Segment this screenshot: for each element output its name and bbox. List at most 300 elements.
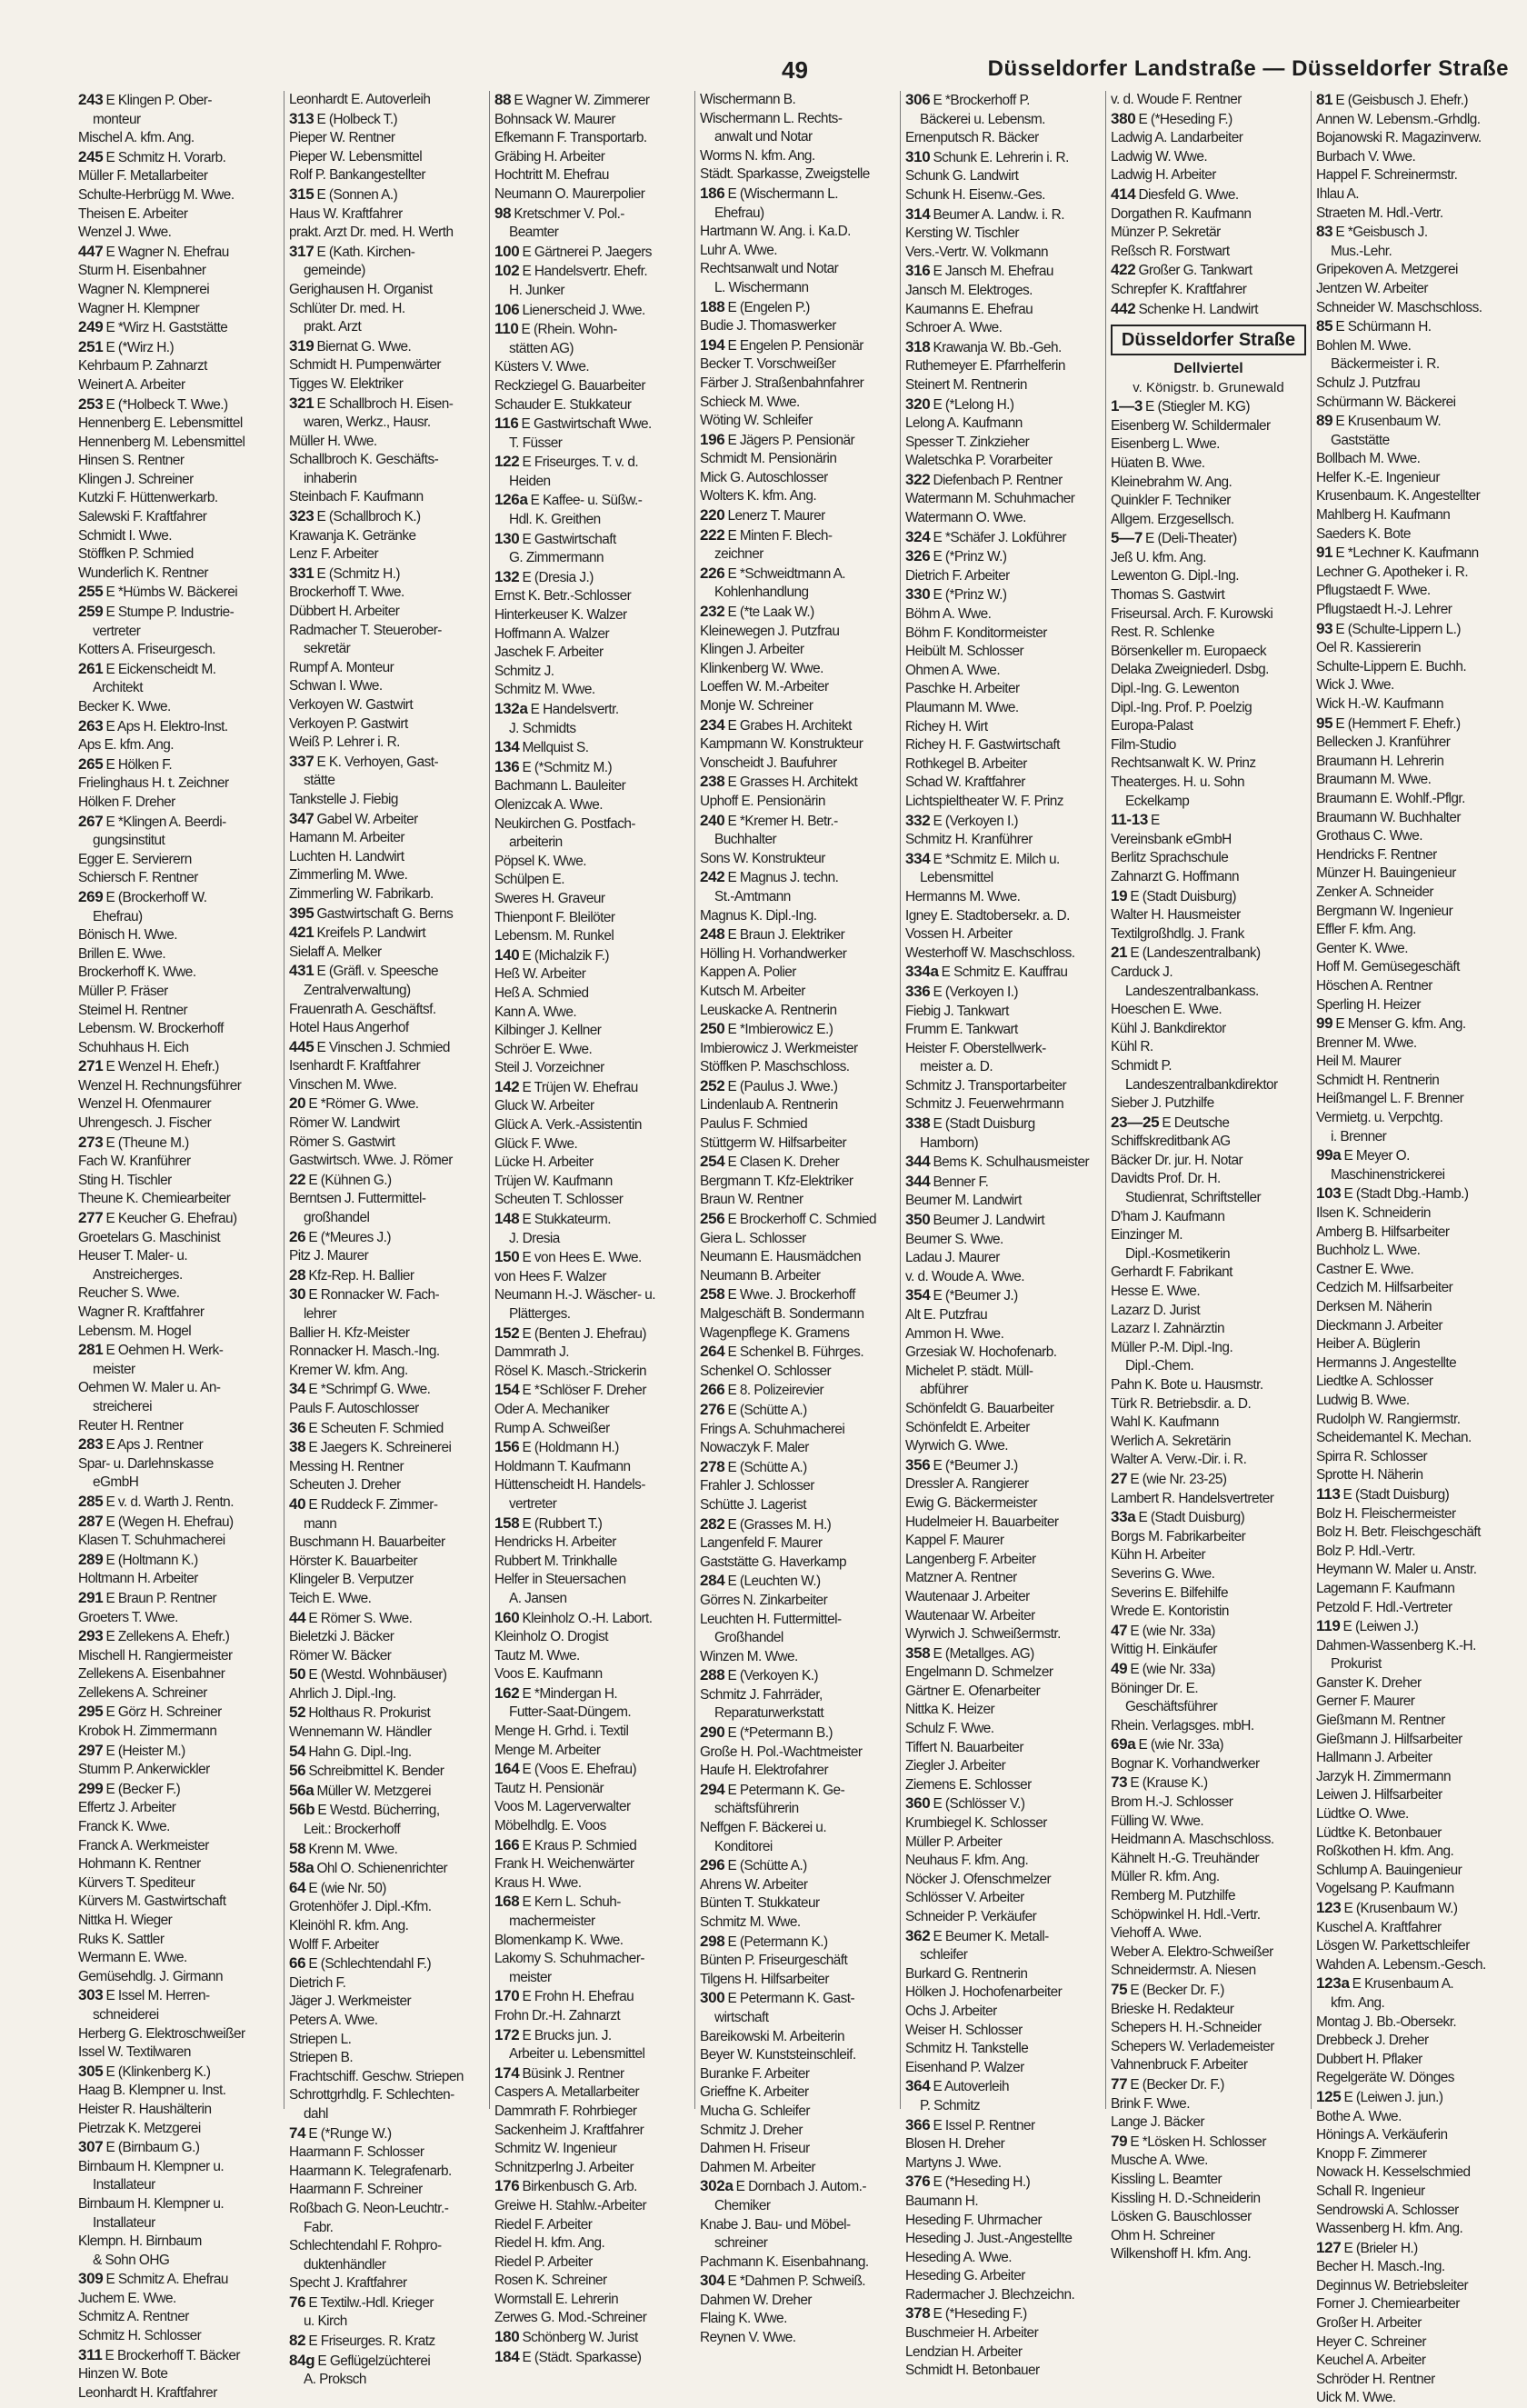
directory-entry — [78, 281, 279, 300]
house-number: 188 — [700, 297, 725, 315]
house-number: 180 — [494, 2328, 520, 2346]
directory-entry — [289, 1171, 484, 1191]
entry-text: Reckziegel G. Bauarbeiter — [494, 377, 645, 394]
directory-entry — [905, 509, 1101, 528]
entry-text: Holtmann H. Arbeiter — [78, 1571, 198, 1587]
entry-text: E (*Heseding H.) — [933, 2174, 1031, 2191]
entry-text: Film-Studio — [1111, 736, 1176, 753]
entry-text: E Braun J. Elektriker — [727, 927, 845, 944]
entry-text: Knabe J. Bau- und Möbel- — [700, 2216, 851, 2233]
entry-text: E *Schrimpf G. Wwe. — [308, 1382, 431, 1398]
directory-entry — [78, 1379, 279, 1398]
entry-text: E (Stiegler M. KG) — [1145, 399, 1250, 415]
directory-entry — [905, 1664, 1101, 1683]
directory-entry — [289, 300, 484, 319]
directory-entry — [494, 1401, 690, 1420]
entry-text: E (Stadt Duisburg) — [1342, 1486, 1450, 1503]
directory-entry — [289, 1917, 484, 1936]
directory-entry — [1316, 412, 1512, 432]
directory-entry — [289, 1458, 484, 1477]
directory-entry — [494, 205, 690, 225]
directory-entry — [1111, 1490, 1306, 1509]
directory-entry — [494, 1173, 690, 1192]
entry-text: Bergmann W. Ingenieur — [1316, 903, 1453, 919]
directory-entry — [494, 530, 690, 550]
directory-entry — [78, 2327, 279, 2346]
directory-entry — [700, 1611, 895, 1630]
directory-entry — [905, 1852, 1101, 1871]
directory-column — [1311, 91, 1516, 2406]
house-number: 360 — [905, 1794, 931, 1813]
house-number: 113 — [1316, 1484, 1341, 1503]
directory-entry — [700, 1439, 895, 1458]
entry-text: Schmitz M. Wwe. — [494, 682, 595, 698]
directory-entry — [78, 1057, 279, 1077]
entry-text: gemeinde) — [304, 263, 365, 279]
directory-entry — [494, 1324, 690, 1344]
directory-entry — [1316, 1543, 1512, 1562]
entry-text: Spar- u. Darlehnskasse — [78, 1455, 214, 1472]
directory-entry — [700, 1781, 895, 1801]
directory-entry — [78, 1609, 279, 1628]
entry-text: Ohmen A. Wwe. — [905, 662, 1001, 678]
house-number: 168 — [494, 1893, 520, 1911]
directory-entry — [289, 337, 484, 357]
directory-entry — [700, 1762, 895, 1781]
directory-entry — [905, 1889, 1101, 1908]
directory-entry — [1111, 1376, 1306, 1395]
entry-text: Dubbert H. Pflaker — [1316, 2051, 1422, 2067]
directory-entry — [78, 1855, 279, 1874]
entry-text: Derksen M. Näherin — [1316, 1299, 1432, 1314]
entry-text: Specht J. Kraftfahrer — [289, 2275, 407, 2292]
entry-text: Hüaten B. Wwe. — [1111, 455, 1205, 471]
entry-text: machermeister — [509, 1913, 595, 1929]
house-number: 290 — [700, 1724, 725, 1742]
entry-text: Schlump A. Bauingenieur — [1316, 1862, 1462, 1878]
entry-text: E Magnus J. techn. — [727, 870, 839, 886]
directory-entry — [905, 186, 1101, 205]
directory-entry — [494, 663, 690, 682]
directory-entry — [494, 2159, 690, 2178]
entry-text: E Brockerhoff T. Bäcker — [105, 2347, 240, 2363]
entry-text: E (Becker Dr. F.) — [1130, 2076, 1224, 2093]
house-number: 220 — [700, 506, 725, 525]
directory-entry — [700, 1248, 895, 1267]
entry-text: Pflugstaedt F. Wwe. — [1316, 583, 1431, 599]
directory-entry — [700, 1971, 895, 1990]
entry-continuation — [1111, 1357, 1306, 1376]
entry-text: E (Schütte A.) — [727, 1402, 807, 1418]
house-number: 38 — [289, 1438, 306, 1456]
entry-text: Langenfeld F. Maurer — [700, 1535, 823, 1552]
directory-entry — [700, 735, 895, 754]
house-number: 414 — [1111, 185, 1136, 203]
directory-entry — [78, 1020, 279, 1039]
entry-text: meister a. D. — [920, 1059, 993, 1075]
directory-entry — [700, 925, 895, 945]
directory-entry — [700, 1856, 895, 1876]
directory-entry — [78, 1968, 279, 1987]
entry-text: Genter K. Wwe. — [1316, 940, 1408, 956]
directory-entry — [1111, 1208, 1306, 1227]
entry-text: J. Schmidts — [509, 720, 576, 736]
directory-entry — [289, 1879, 484, 1899]
entry-continuation — [905, 2097, 1101, 2116]
entry-text: E (Gräfl. v. Speesche — [316, 964, 439, 980]
entry-text: Lazarz D. Jurist — [1111, 1302, 1201, 1318]
entry-text: E (*Schmitz M.) — [522, 759, 613, 775]
directory-entry — [700, 2122, 895, 2141]
entry-text: Heyer C. Schreiner — [1316, 2333, 1426, 2350]
entry-text: E (Verkoyen I.) — [933, 984, 1019, 1000]
entry-text: Rhein. Verlagsges. mbH. — [1111, 1717, 1254, 1734]
entry-text: Beumer M. Landwirt — [905, 1193, 1022, 1209]
directory-entry — [494, 1381, 690, 1401]
directory-entry — [1316, 148, 1512, 167]
entry-text: E Kern L. Schuh- — [522, 1894, 621, 1911]
entry-text: Brom H.-J. Schlosser — [1111, 1794, 1233, 1811]
entry-text: Ludwig B. Wwe. — [1316, 1392, 1410, 1408]
entry-text: E *Schäfer J. Lokführer — [933, 529, 1066, 545]
entry-text: Haufe H. Elektrofahrer — [700, 1763, 829, 1779]
entry-text: Schmitz A. Rentner — [78, 2309, 189, 2325]
directory-entry — [78, 1589, 279, 1609]
directory-entry — [1316, 111, 1512, 130]
entry-text: Mischell H. Rangiermeister — [78, 1647, 233, 1664]
directory-entry — [494, 320, 690, 340]
directory-entry — [494, 1268, 690, 1287]
entry-text: Hüttenscheidt H. Handels- — [494, 1477, 645, 1494]
house-number: 158 — [494, 1514, 520, 1532]
directory-entry — [1111, 1813, 1306, 1832]
directory-entry — [700, 773, 895, 793]
directory-entry — [1316, 790, 1512, 809]
directory-entry — [1111, 1470, 1306, 1490]
directory-entry — [905, 1095, 1101, 1114]
house-number: 248 — [700, 925, 725, 944]
entry-text: E (Schallbroch K.) — [316, 509, 421, 525]
directory-entry — [494, 1760, 690, 1780]
directory-entry — [289, 2012, 484, 2031]
entry-continuation — [78, 2176, 279, 2195]
directory-entry — [289, 2163, 484, 2182]
directory-entry — [905, 2059, 1101, 2078]
entry-text: Schepers W. Verlademeister — [1111, 2038, 1274, 2054]
directory-entry — [905, 1419, 1101, 1438]
directory-entry — [905, 925, 1101, 944]
directory-column — [1105, 91, 1311, 2263]
directory-entry — [494, 1344, 690, 1363]
directory-entry — [494, 927, 690, 946]
entry-text: E (Landeszentralbank) — [1130, 945, 1261, 962]
entry-text: E (Schlösser V.) — [933, 1796, 1025, 1813]
directory-entry — [494, 415, 690, 435]
entry-text: Lösken G. Bauschlosser — [1111, 2209, 1252, 2225]
directory-entry — [1316, 469, 1512, 488]
entry-continuation — [1111, 1076, 1306, 1095]
directory-entry — [289, 148, 484, 167]
entry-text: Remberg M. Putzhilfe — [1111, 1888, 1235, 1904]
entry-text: Konditorei — [714, 1838, 773, 1854]
directory-entry — [78, 1761, 279, 1780]
directory-entry — [905, 452, 1101, 471]
entry-text: Montag J. Bb.-Obersekr. — [1316, 2013, 1457, 2030]
directory-entry — [905, 755, 1101, 774]
directory-entry — [1111, 605, 1306, 624]
running-head: Düsseldorfer Landstraße — Düsseldorfer Straße — [987, 56, 1509, 81]
entry-text: Olenizcak A. Wwe. — [494, 796, 603, 813]
entry-text: Kleinewegen J. Putzfrau — [700, 623, 840, 639]
entry-text: E Görz H. Schreiner — [105, 1704, 222, 1721]
house-number: 273 — [78, 1133, 104, 1151]
entry-text: Pietrzak K. Metzgerei — [78, 2120, 201, 2136]
directory-entry — [700, 1876, 895, 1895]
entry-text: Dahmen W. Dreher — [700, 2292, 812, 2308]
house-number: 73 — [1111, 1774, 1128, 1792]
directory-entry — [494, 1874, 690, 1893]
entry-text: Jeß U. kfm. Ang. — [1111, 549, 1206, 565]
entry-text: Schieck M. Wwe. — [700, 394, 800, 410]
house-number: 91 — [1316, 544, 1333, 562]
entry-text: Heißmangel L. F. Brenner — [1316, 1091, 1464, 1107]
directory-entry — [1111, 2245, 1306, 2264]
entry-text: E (*Beumer J.) — [933, 1457, 1018, 1474]
directory-entry — [494, 1609, 690, 1629]
directory-entry — [289, 659, 484, 678]
entry-text: Spirra R. Schlosser — [1316, 1448, 1428, 1464]
directory-entry — [494, 1855, 690, 1874]
entry-text: E Keucher G. Ehefrau) — [105, 1211, 237, 1227]
entry-text: Brieske H. Redakteur — [1111, 2001, 1234, 2017]
entry-text: Radermacher J. Blechzeichn. — [905, 2286, 1075, 2303]
entry-text: Heiden — [509, 473, 551, 489]
house-number: 160 — [494, 1608, 520, 1626]
entry-continuation — [700, 205, 895, 224]
directory-entry — [905, 357, 1101, 376]
directory-entry — [494, 129, 690, 148]
entry-text: E (Kühnen G.) — [308, 1172, 392, 1188]
entry-text: Reßsch R. Forstwart — [1111, 243, 1230, 259]
directory-entry — [1111, 1603, 1306, 1622]
house-number: 299 — [78, 1779, 104, 1797]
directory-entry — [1111, 1414, 1306, 1433]
directory-entry — [78, 1647, 279, 1666]
entry-text: Pflugstaedt H.-J. Lehrer — [1316, 602, 1452, 618]
house-number: 122 — [494, 453, 520, 471]
directory-entry — [78, 300, 279, 319]
entry-text: Kappen A. Polier — [700, 964, 796, 981]
directory-entry — [494, 1004, 690, 1023]
directory-entry — [905, 1268, 1101, 1287]
house-number: 278 — [700, 1457, 725, 1475]
directory-entry — [905, 167, 1101, 186]
entry-text: E Issel M. Herren- — [105, 1988, 210, 2004]
entry-text: Bojanowski R. Magazinverw. — [1316, 130, 1482, 146]
entry-text: Schneidermstr. A. Niesen — [1111, 1963, 1256, 1979]
directory-entry — [700, 1343, 895, 1363]
directory-entry — [1316, 2258, 1512, 2277]
entry-text: Hennenberg E. Lebensmittel — [78, 415, 243, 432]
directory-entry — [1316, 620, 1512, 640]
entry-text: Heseding G. Arbeiter — [905, 2268, 1025, 2284]
house-number: 184 — [494, 2347, 520, 2365]
entry-text: Schmitz H. Schlosser — [78, 2328, 202, 2344]
entry-text: Ernenputsch R. Bäcker — [905, 130, 1039, 146]
directory-entry — [494, 853, 690, 872]
entry-text: Beumer A. Landw. i. R. — [933, 206, 1064, 223]
directory-entry — [700, 91, 895, 110]
directory-entry — [1316, 1053, 1512, 1072]
entry-text: Eisenberg L. Wwe. — [1111, 436, 1220, 453]
entry-text: E Oehmen H. Werk- — [105, 1343, 224, 1359]
directory-entry — [1111, 2227, 1306, 2246]
directory-entry — [1316, 864, 1512, 884]
entry-text: Dahmen H. Friseur — [700, 2141, 810, 2157]
entry-text: Spesser T. Zinkzieher — [905, 434, 1030, 450]
entry-text: Uphoff E. Pensionärin — [700, 793, 825, 809]
directory-entry — [700, 697, 895, 716]
directory-entry — [494, 1987, 690, 2007]
entry-text: Kissling L. Beamter — [1111, 2171, 1223, 2187]
directory-entry — [1111, 1094, 1306, 1114]
house-number: 298 — [700, 1932, 725, 1950]
entry-text: E *Schweidtmann A. — [727, 565, 846, 582]
entry-text: E von Hees E. Wwe. — [522, 1250, 642, 1266]
entry-text: E (Metallges. AG) — [933, 1645, 1034, 1662]
directory-entry — [289, 677, 484, 696]
entry-text: Haus W. Kraftfahrer — [289, 205, 403, 222]
directory-entry — [905, 1363, 1101, 1382]
entry-text: Weiß P. Lehrer i. R. — [289, 734, 400, 751]
entry-text: Rolf P. Bankangestellter — [289, 167, 425, 184]
directory-entry — [905, 643, 1101, 662]
entry-text: Kretschmer V. Pol.- — [514, 205, 624, 222]
entry-text: Petzold F. Hdl.-Vertreter — [1316, 1599, 1452, 1615]
entry-text: Ziegler J. Arbeiter — [905, 1758, 1006, 1774]
directory-entry — [700, 1819, 895, 1838]
directory-entry — [700, 2103, 895, 2122]
entry-text: Becher H. Masch.-Ing. — [1316, 2259, 1445, 2275]
directory-entry — [1316, 2389, 1512, 2408]
entry-text: Vogelsang P. Kaufmann — [1316, 1881, 1454, 1897]
directory-entry — [700, 317, 895, 336]
entry-text: Schmidt M. Pensionärin — [700, 451, 837, 467]
directory-entry — [1111, 774, 1306, 793]
house-number: 263 — [78, 716, 104, 734]
entry-text: Steil J. Vorzeichner — [494, 1060, 604, 1076]
entry-text: Annen W. Lebensm.-Grhdlg. — [1316, 111, 1481, 127]
directory-entry — [78, 813, 279, 833]
house-number: 1—3 — [1111, 397, 1143, 415]
directory-entry — [905, 2135, 1101, 2154]
directory-entry — [700, 603, 895, 623]
directory-entry — [905, 2173, 1101, 2193]
directory-entry — [1111, 397, 1306, 417]
entry-text: Bieletzki J. Bäcker — [289, 1629, 394, 1645]
directory-entry — [494, 758, 690, 778]
directory-entry — [700, 431, 895, 451]
entry-text: D'ham J. Kaufmann — [1111, 1208, 1225, 1224]
entry-text: Brenner M. Wwe. — [1316, 1034, 1417, 1051]
directory-entry — [1111, 1565, 1306, 1584]
directory-entry — [289, 224, 484, 243]
directory-entry — [1316, 1899, 1512, 1919]
directory-entry — [289, 1590, 484, 1609]
entry-text: E v. d. Warth J. Rentn. — [105, 1494, 234, 1510]
directory-entry — [905, 983, 1101, 1003]
directory-entry — [289, 1476, 484, 1495]
entry-text: Regelgeräte W. Dönges — [1316, 2070, 1454, 2086]
entry-text: Dipl.-Chem. — [1125, 1358, 1194, 1374]
directory-entry — [78, 2233, 279, 2252]
entry-text: Schunk G. Landwirt — [905, 168, 1019, 185]
directory-entry — [494, 568, 690, 588]
directory-entry — [1316, 1974, 1512, 1994]
directory-entry — [905, 1776, 1101, 1795]
entry-text: Pieper W. Rentner — [289, 130, 395, 146]
directory-entry — [1316, 280, 1512, 299]
entry-text: Dahmen-Wassenberg K.-H. — [1316, 1637, 1476, 1654]
directory-entry — [1111, 1924, 1306, 1943]
directory-entry — [1316, 1298, 1512, 1317]
entry-text: Buchhalter — [714, 832, 777, 848]
directory-entry — [1111, 2095, 1306, 2114]
entry-text: Bünten P. Friseurgeschäft — [700, 1953, 848, 1969]
entry-text: Neumann H.-J. Wäscher- u. — [494, 1287, 655, 1304]
entry-text: Lenerz T. Maurer — [727, 508, 825, 525]
directory-entry — [905, 1625, 1101, 1644]
entry-text: E (Rubbert T.) — [522, 1515, 603, 1532]
directory-entry — [905, 1344, 1101, 1363]
entry-text: Pachmann K. Eisenbahnang. — [700, 2253, 869, 2270]
entry-text: Kürvers M. Gastwirtschaft — [78, 1893, 226, 1910]
entry-text: Jansch M. Elektroges. — [905, 282, 1033, 298]
directory-entry — [494, 890, 690, 909]
entry-text: Eisenberg W. Schildermaler — [1111, 417, 1271, 434]
directory-entry — [905, 1720, 1101, 1739]
directory-entry — [494, 1950, 690, 1969]
entry-text: Nittka K. Heizer — [905, 1702, 995, 1718]
directory-entry — [905, 262, 1101, 282]
entry-continuation — [289, 1305, 484, 1324]
house-number: 378 — [905, 2304, 931, 2323]
entry-text: Schall R. Ingenieur — [1316, 2183, 1425, 2199]
entry-text: E Kaffee- u. Süßw.- — [530, 493, 643, 509]
entry-text: E Scheuten F. Schmied — [308, 1420, 444, 1436]
entry-text: Paschke H. Arbeiter — [905, 681, 1020, 697]
directory-entry — [289, 1801, 484, 1821]
directory-entry — [78, 926, 279, 945]
entry-text: Oel R. Kassiererin — [1316, 640, 1421, 656]
directory-entry — [1316, 1843, 1512, 1862]
entry-text: Stöffken P. Maschschloss. — [700, 1059, 850, 1075]
entry-text: Dieckmann J. Arbeiter — [1316, 1317, 1442, 1334]
house-number: 132 — [494, 567, 520, 585]
entry-continuation — [700, 279, 895, 298]
directory-entry — [1111, 1528, 1306, 1547]
entry-text: Schiffskreditbank AG — [1111, 1134, 1231, 1150]
directory-entry — [1316, 1617, 1512, 1637]
entry-continuation — [494, 435, 690, 454]
entry-text: Wormstall E. Lehrerin — [494, 2291, 619, 2307]
entry-text: Jäger J. Werkmeister — [289, 1993, 412, 2010]
directory-entry — [905, 528, 1101, 548]
entry-text: Kreifels P. Landwirt — [316, 925, 426, 942]
entry-text: Römer S. Gastwirt — [289, 1134, 395, 1150]
entry-text: Vereinsbank eGmbH — [1111, 831, 1232, 847]
entry-text: Ziemens E. Schlosser — [905, 1776, 1032, 1793]
